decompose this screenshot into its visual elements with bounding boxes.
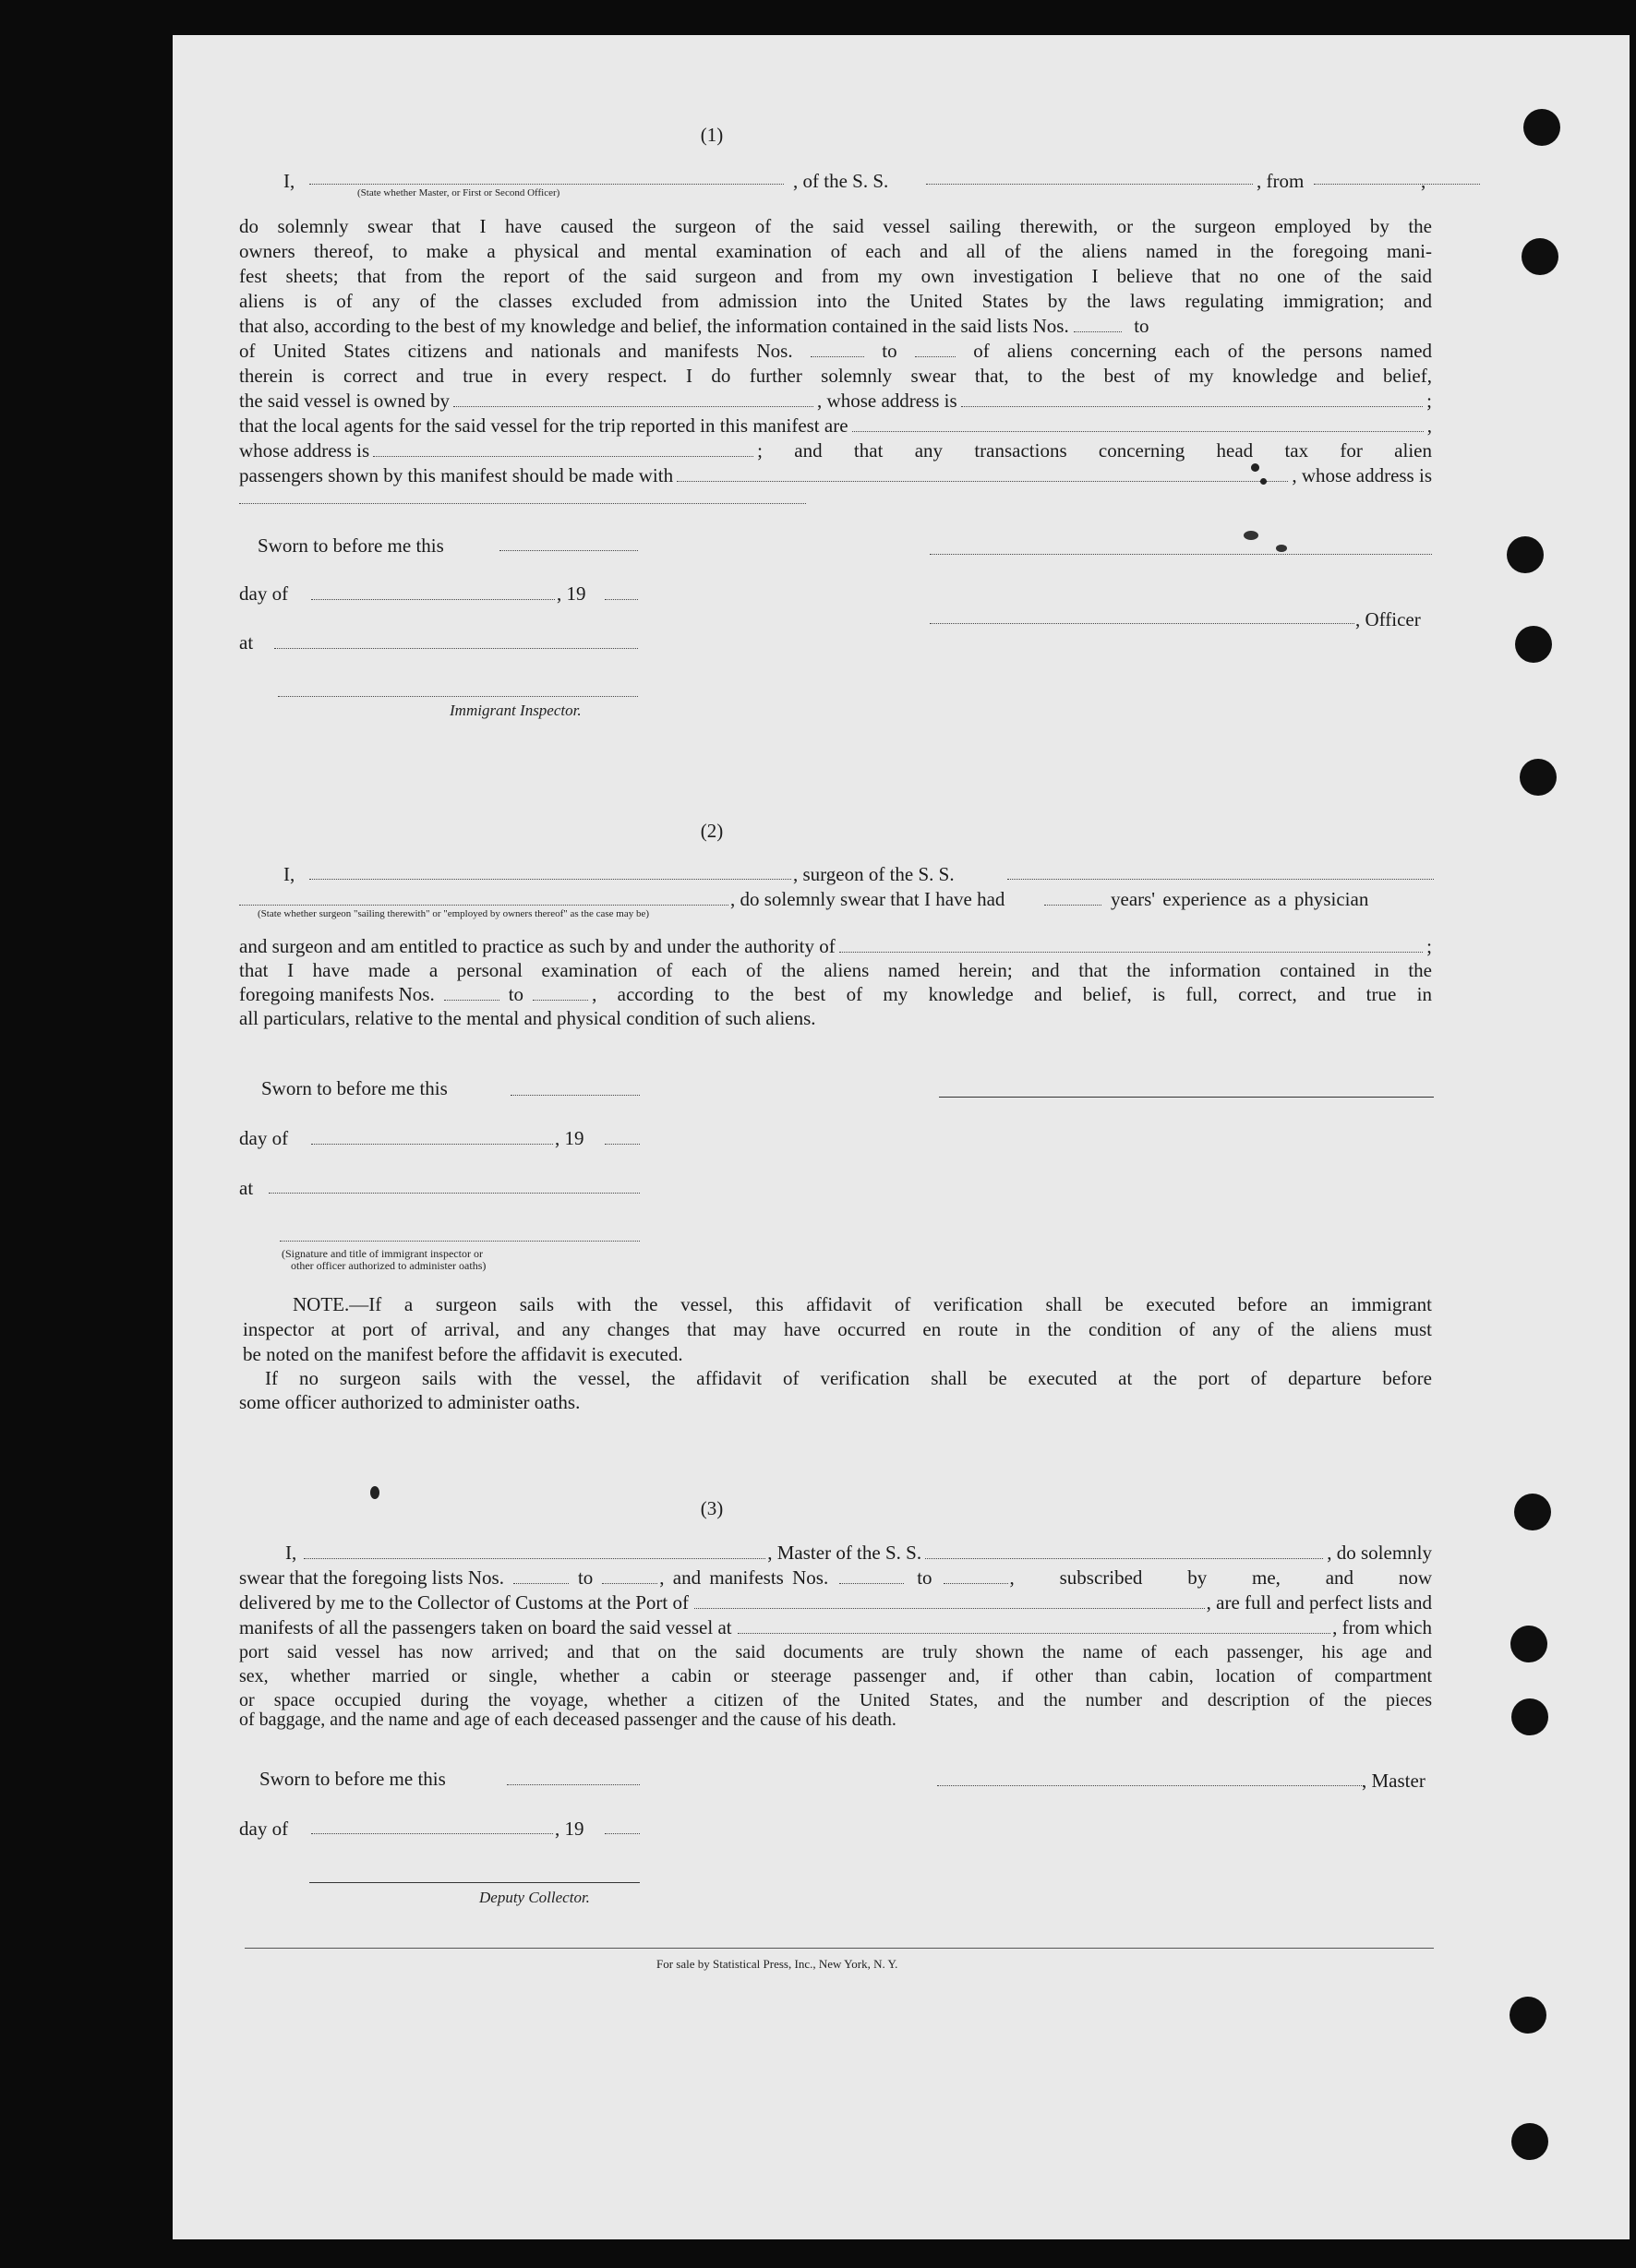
s1-agents-comma: , xyxy=(1426,414,1432,437)
s1-para-line: therein is correct and true in every respect. I do further solemnly swear that, to the best of my knowledge and belief, xyxy=(239,365,1432,387)
s2-semicolon: ; xyxy=(1426,935,1432,957)
s3-master-of-ss: , Master of the S. S. xyxy=(767,1542,922,1564)
s1-whose-address-text-2: , whose address is xyxy=(1292,464,1432,486)
s1-owner-line xyxy=(239,389,1432,413)
s2-at-place-field[interactable] xyxy=(269,1193,640,1194)
note-line: NOTE.—If a surgeon sails with the vessel, this affidavit of verification shall be executed before an immigrant xyxy=(293,1293,1432,1315)
s2-surgeon-name-field[interactable] xyxy=(309,879,791,880)
binder-hole xyxy=(1510,1997,1546,2034)
s2-to-text: to xyxy=(508,983,524,1005)
s1-passengers-text: passengers shown by this manifest should be made with xyxy=(239,464,674,486)
s3-para-line: port said vessel has now arrived; and that on the said documents are truly shown the name of each passenger, his age and xyxy=(239,1642,1432,1662)
s2-manifest-from-field[interactable] xyxy=(444,983,499,1001)
s2-dayof-label: day of xyxy=(239,1127,289,1149)
s3-year-field[interactable] xyxy=(605,1833,640,1834)
note-line: If no surgeon sails with the vessel, the affidavit of verification shall be executed at the port of departure before xyxy=(265,1367,1432,1389)
s2-I: I, xyxy=(283,863,295,885)
s2-para-line: all particulars, relative to the mental and physical condition of such aliens. xyxy=(239,1007,816,1029)
s2-authority-field[interactable] xyxy=(839,935,1423,953)
s3-master-signature-field[interactable] xyxy=(937,1785,1364,1786)
s3-dayof-label: day of xyxy=(239,1818,289,1840)
s1-at-label: at xyxy=(239,631,254,654)
s3-collector-label: Deputy Collector. xyxy=(479,1889,590,1906)
s3-list-to-field[interactable] xyxy=(602,1566,657,1584)
s2-para-line: that I have made a personal examination of each of the aliens named herein; and that the information contained in the xyxy=(239,959,1432,981)
s2-authority-text: and surgeon and am entitled to practice as such by and under the authority of xyxy=(239,935,836,957)
s2-vessel-field[interactable] xyxy=(1007,879,1434,880)
s1-list-from-field[interactable] xyxy=(1074,315,1122,332)
s1-para-line: aliens is of any of the classes excluded from admission into the United States by the laws regulating immigration; and xyxy=(239,290,1432,312)
s1-officer-title-field[interactable] xyxy=(930,623,1354,624)
binder-hole xyxy=(1523,109,1560,146)
s1-lists-text: that also, according to the best of my knowledge and belief, the information contained in the said lists Nos. xyxy=(239,315,1069,337)
s1-manifests-line xyxy=(239,339,1432,363)
s2-authority-line xyxy=(239,934,1432,958)
s1-para-line: owners thereof, to make a physical and mental examination of each and all of the aliens named in the foregoing mani- xyxy=(239,240,1432,262)
s3-sworn-label: Sworn to before me this xyxy=(259,1768,446,1790)
ink-blot xyxy=(1244,531,1258,540)
s3-list-from-field[interactable] xyxy=(513,1566,569,1584)
s1-of-the-ss: , of the S. S. xyxy=(793,170,889,192)
s1-manifest-to-field[interactable] xyxy=(915,340,956,357)
s2-signature-line[interactable] xyxy=(939,1097,1434,1098)
s3-perfect-lists-text: , are full and perfect lists and xyxy=(1206,1591,1432,1614)
binder-hole xyxy=(1522,238,1558,275)
s1-at-place-field[interactable] xyxy=(274,648,638,649)
s1-agent-address-line xyxy=(239,438,1432,462)
s1-para-line: do solemnly swear that I have caused the surgeon of the said vessel sailing therewith, or the surgeon employed by the xyxy=(239,215,1432,237)
s2-manifest-to-field[interactable] xyxy=(533,983,588,1001)
s1-day-month-field[interactable] xyxy=(311,599,555,600)
s1-lists-line xyxy=(239,314,1432,338)
s1-vessel-name-field[interactable] xyxy=(926,184,1253,185)
s3-to-text-1: to xyxy=(577,1566,594,1589)
s1-to-text: to xyxy=(1134,315,1149,337)
s1-comma: , xyxy=(1421,170,1426,192)
s3-line4 xyxy=(239,1615,1432,1639)
s2-years-field[interactable] xyxy=(1044,905,1101,906)
s3-para-line: sex, whether married or single, whether a cabin or steerage passenger and, if other than cabin, location of compartment xyxy=(239,1666,1432,1686)
s1-rank-hint: (State whether Master, or First or Second Officer) xyxy=(357,187,560,198)
s3-subscribed-text: , subscribed by me, and now xyxy=(1009,1566,1432,1589)
s1-officer-label: , Officer xyxy=(1355,608,1421,630)
s2-solemnly-text: , do solemnly swear that I have had xyxy=(730,888,1005,910)
note-line: inspector at port of arrival, and any changes that may have occurred en route in the condition of any of the aliens must xyxy=(243,1318,1432,1340)
s1-signature-field[interactable] xyxy=(930,554,1432,555)
binder-hole xyxy=(1507,536,1544,573)
binder-hole xyxy=(1511,1698,1548,1735)
s2-surgeon-of-ss: , surgeon of the S. S. xyxy=(793,863,955,885)
s1-manifests-text: of United States citizens and nationals and manifests Nos. xyxy=(239,340,793,362)
s1-para-line: fest sheets; that from the report of the said surgeon and from my own investigation I believe that no one of the said xyxy=(239,265,1432,287)
s3-para-line: of baggage, and the name and age of each deceased passenger and the cause of his death. xyxy=(239,1710,896,1730)
s2-sworn-label: Sworn to before me this xyxy=(261,1077,448,1099)
s3-manifests-text: , and manifests Nos. xyxy=(659,1566,829,1589)
s3-manifest-from-field[interactable] xyxy=(839,1566,904,1584)
s2-manifests-line xyxy=(239,982,1432,1006)
s3-para-line: or space occupied during the voyage, whether a citizen of the United States, and the number and description of the pieces xyxy=(239,1690,1432,1710)
s3-line2 xyxy=(239,1566,1432,1590)
binder-hole xyxy=(1510,1626,1547,1662)
s3-manifests-of-all-text: manifests of all the passengers taken on board the said vessel at xyxy=(239,1616,732,1638)
section-2-heading: (2) xyxy=(700,820,724,842)
ink-blot xyxy=(1251,463,1259,472)
s3-solemnly-text: , do solemnly xyxy=(1327,1542,1432,1564)
s3-line1 xyxy=(239,1541,1432,1565)
footer-imprint: For sale by Statistical Press, Inc., New York, N. Y. xyxy=(656,1957,898,1971)
s2-at-label: at xyxy=(239,1177,254,1199)
s1-to-text-2: to xyxy=(882,340,897,362)
s1-inspector-signature-field[interactable] xyxy=(278,696,638,697)
s3-master-label: , Master xyxy=(1362,1770,1425,1792)
s1-year-field[interactable] xyxy=(605,599,638,600)
s1-agent-address-field[interactable] xyxy=(373,439,753,457)
s3-swear-text: swear that the foregoing lists Nos. xyxy=(239,1566,504,1589)
footer-rule xyxy=(245,1948,1434,1949)
s2-sigtitle-2: other officer authorized to administer oaths) xyxy=(291,1259,487,1272)
s2-year-field[interactable] xyxy=(605,1144,640,1145)
s1-manifest-from-field[interactable] xyxy=(811,340,864,357)
manifest-affidavit-page xyxy=(173,35,1630,2239)
section-3-heading: (3) xyxy=(700,1497,724,1519)
ink-blot xyxy=(1260,478,1267,485)
s1-dayof-label: day of xyxy=(239,582,289,605)
s1-whose-address-text: whose address is xyxy=(239,439,370,462)
s2-according-text: , according to the best of my knowledge and belief, is full, correct, and true in xyxy=(592,983,1432,1005)
s1-owner-field[interactable] xyxy=(453,390,813,407)
binder-hole xyxy=(1511,2123,1548,2160)
s1-sworn-label: Sworn to before me this xyxy=(258,534,444,557)
s2-official-signature-field[interactable] xyxy=(280,1241,640,1242)
s2-surgeon-type-field[interactable] xyxy=(239,905,728,906)
s3-collector-signature-line[interactable] xyxy=(309,1882,640,1883)
s1-sworn-date-field[interactable] xyxy=(499,550,638,551)
s2-surgeon-type-hint: (State whether surgeon "sailing therewith" or "employed by owners thereof" as the case may be) xyxy=(258,908,650,919)
s1-from-port-field[interactable] xyxy=(1314,184,1480,185)
s2-year-label: , 19 xyxy=(555,1127,584,1149)
s3-sworn-date-field[interactable] xyxy=(507,1784,640,1785)
note-line: be noted on the manifest before the affidavit is executed. xyxy=(243,1343,683,1365)
s1-owned-by-text: the said vessel is owned by xyxy=(239,390,451,412)
s3-day-month-field[interactable] xyxy=(311,1833,553,1834)
s1-agents-line xyxy=(239,414,1432,438)
s1-headtax-address-field[interactable] xyxy=(239,503,806,504)
s1-agents-field[interactable] xyxy=(852,414,1424,432)
s3-vessel-field[interactable] xyxy=(925,1542,1323,1559)
ink-blot xyxy=(370,1486,379,1499)
s1-owner-address-field[interactable] xyxy=(961,390,1423,407)
s1-headtax-text: ; and that any transactions concerning head tax for alien xyxy=(757,439,1432,462)
s3-year-label: , 19 xyxy=(555,1818,584,1840)
s1-headtax-agent-field[interactable] xyxy=(677,464,1288,482)
binder-hole xyxy=(1515,626,1552,663)
s3-line3 xyxy=(239,1590,1432,1614)
s3-from-which-text: , from which xyxy=(1332,1616,1432,1638)
s3-to-text-2: to xyxy=(917,1566,932,1589)
s1-inspector-label: Immigrant Inspector. xyxy=(450,702,582,719)
s1-semicolon: ; xyxy=(1426,390,1432,412)
s3-master-name-field[interactable] xyxy=(304,1542,765,1559)
s1-year-label: , 19 xyxy=(557,582,586,605)
s1-from: , from xyxy=(1257,170,1305,192)
s3-I: I, xyxy=(285,1542,297,1564)
note-line: some officer authorized to administer oaths. xyxy=(239,1391,581,1413)
s1-agents-text: that the local agents for the said vessel for the trip reported in this manifest are xyxy=(239,414,848,437)
s2-sigtitle-1: (Signature and title of immigrant inspector or xyxy=(282,1247,483,1260)
binder-hole xyxy=(1514,1494,1551,1530)
s1-officer-rank-field[interactable] xyxy=(309,184,784,185)
s1-line1-I: I, xyxy=(283,170,295,192)
ink-blot xyxy=(1276,545,1287,552)
section-1-heading: (1) xyxy=(700,124,724,146)
s2-years-text: years' experience as a physician xyxy=(1111,888,1369,910)
s1-concerning-text: of aliens concerning each of the persons named xyxy=(973,340,1433,362)
s3-delivered-text: delivered by me to the Collector of Customs at the Port of xyxy=(239,1591,689,1614)
s3-manifest-to-field[interactable] xyxy=(944,1566,1008,1584)
s2-day-month-field[interactable] xyxy=(311,1144,553,1145)
s2-sworn-date-field[interactable] xyxy=(511,1095,640,1096)
s3-port-field[interactable] xyxy=(694,1591,1205,1609)
s2-foregoing-text: foregoing manifests Nos. xyxy=(239,983,435,1005)
binder-hole xyxy=(1520,759,1557,796)
s3-embark-port-field[interactable] xyxy=(738,1616,1331,1634)
s1-address-text: , whose address is xyxy=(817,390,957,412)
